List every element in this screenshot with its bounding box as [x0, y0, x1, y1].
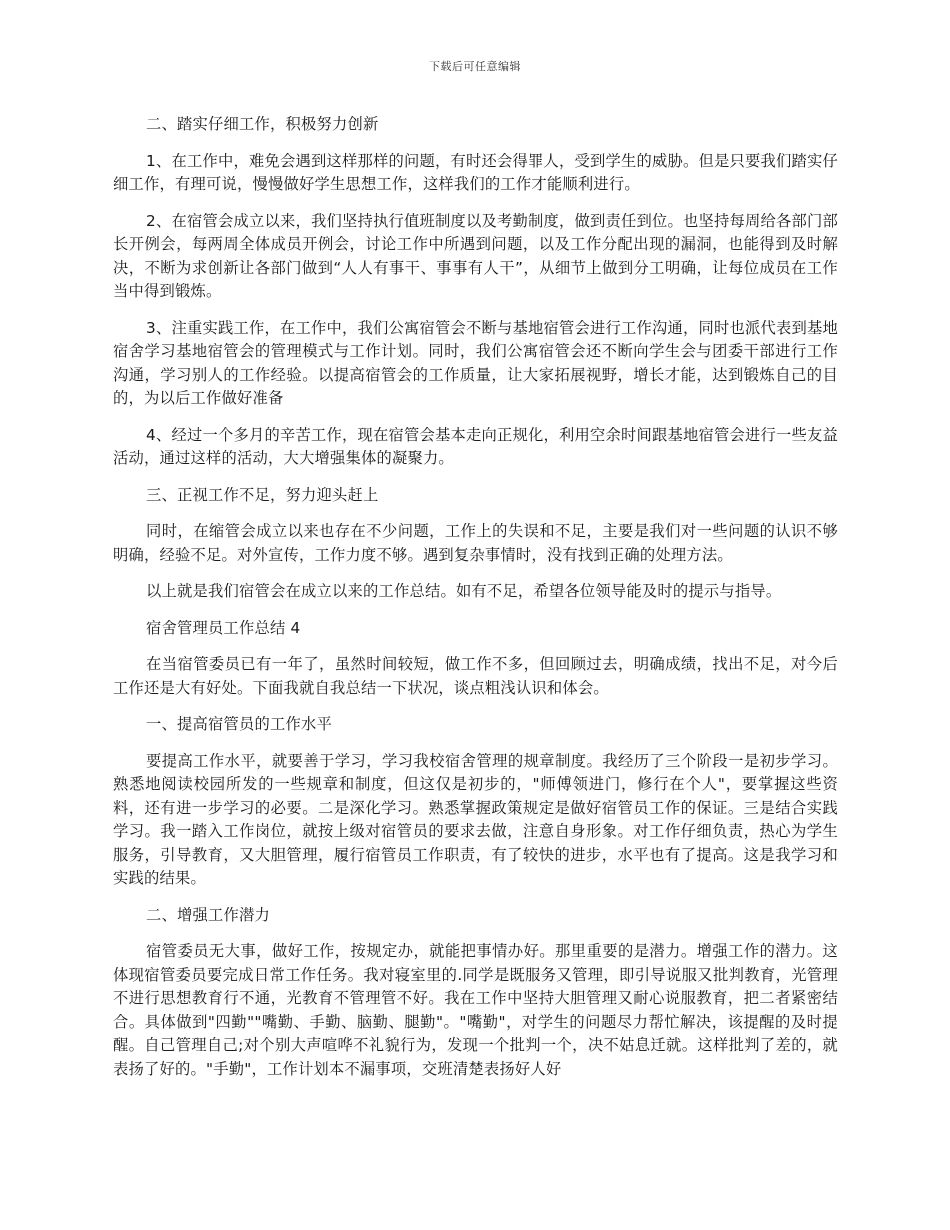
section-heading: 三、正视工作不足，努力迎头赶上: [146, 485, 379, 504]
paragraph: 1、在工作中，难免会遇到这样那样的问题，有时还会得罪人，受到学生的威胁。但是只要我们踏实仔细工作，有理可说，慢慢做好学生思想工作，这样我们的工作才能顺利进行。: [113, 151, 838, 193]
section-heading: 二、增强工作潜力: [146, 905, 270, 924]
paragraph: 2、在宿管会成立以来，我们坚持执行值班制度以及考勤制度，做到责任到位。也坚持每周给各部门部长开例会，每两周全体成员开例会，讨论工作中所遇到问题，以及工作分配出现的漏洞，也能得到及时解决，不断为求创新让各部门做到“人人有事干、事事有人干”，从细节上做到分工明确，让每位成员在工作当中得到锻炼。: [113, 211, 838, 300]
section-heading: 一、提高宿管员的工作水平: [146, 715, 332, 733]
paragraph: 3、注重实践工作，在工作中，我们公寓宿管会不断与基地宿管会进行工作沟通，同时也派代表到基地宿舍学习基地宿管会的管理模式与工作计划。同时，我们公寓宿管会还不断向学生会与团委干部进行工作沟通，学习别人的工作经验。以提高宿管会的工作质量，让大家拓展视野，增长才能，达到锻炼自己的目的，为以后工作做好准备: [113, 318, 838, 407]
paragraph: 同时，在缩管会成立以来也存在不少问题，工作上的失误和不足，主要是我们对一些问题的认识不够明确，经验不足。对外宣传，工作力度不够。遇到复杂事情时，没有找到正确的处理方法。: [113, 522, 838, 564]
section-heading: 二、踏实仔细工作，积极努力创新: [146, 115, 379, 133]
document-body: [113, 113, 838, 1094]
paragraph: 要提高工作水平，就要善于学习，学习我校宿舍管理的规章制度。我经历了三个阶段一是初步学习。熟悉地阅读校园所发的一些规章和制度，但这仅是初步的，"师傅领进门，修行在个人"，要掌握这些资料，还有进一步学习的必要。二是深化学习。熟悉掌握政策规定是做好宿管员工作的保证。三是结合实践学习。我一踏入工作岗位，就按上级对宿管员的要求去做，注意自身形象。对工作仔细负责，热心为学生服务，引导教育，又大胆管理，履行宿管员工作职责，有了较快的进步，水平也有了提高。这是我学习和实践的结果。: [113, 751, 838, 887]
document-title: 宿舍管理员工作总结 4: [146, 618, 301, 637]
paragraph: 4、经过一个多月的辛苦工作，现在宿管会基本走向正规化，利用空余时间跟基地宿管会进行一些友益活动，通过这样的活动，大大增强集体的凝聚力。: [113, 425, 838, 467]
paragraph: 以上就是我们宿管会在成立以来的工作总结。如有不足，希望各位领导能及时的提示与指导。: [146, 582, 782, 600]
page-header: 下载后可任意编辑: [429, 60, 521, 73]
paragraph: 在当宿管委员已有一年了，虽然时间较短，做工作不多，但回顾过去，明确成绩，找出不足，对今后工作还是大有好处。下面我就自我总结一下状况，谈点粗浅认识和体会。: [113, 655, 838, 697]
paragraph: 宿管委员无大事，做好工作，按规定办，就能把事情办好。那里重要的是潜力。增强工作的潜力。这体现宿管委员要完成日常工作任务。我对寝室里的.同学是既服务又管理，即引导说服又批判教育，光管理不进行思想教育行不通，光教育不管理管不好。我在工作中坚持大胆管理又耐心说服教育，把二者紧密结合。具体做到"四勤""嘴勤、手勤、脑勤、腿勤"。"嘴勤"，对学生的问题尽力帮忙解决，该提醒的及时提醒。自己管理自己;对个别大声喧哗不礼貌行为，发现一个批判一个，决不姑息迁就。这样批判了差的，就表扬了好的。"手勤"，工作计划本不漏事项，交班清楚表扬好人好: [113, 942, 838, 1078]
